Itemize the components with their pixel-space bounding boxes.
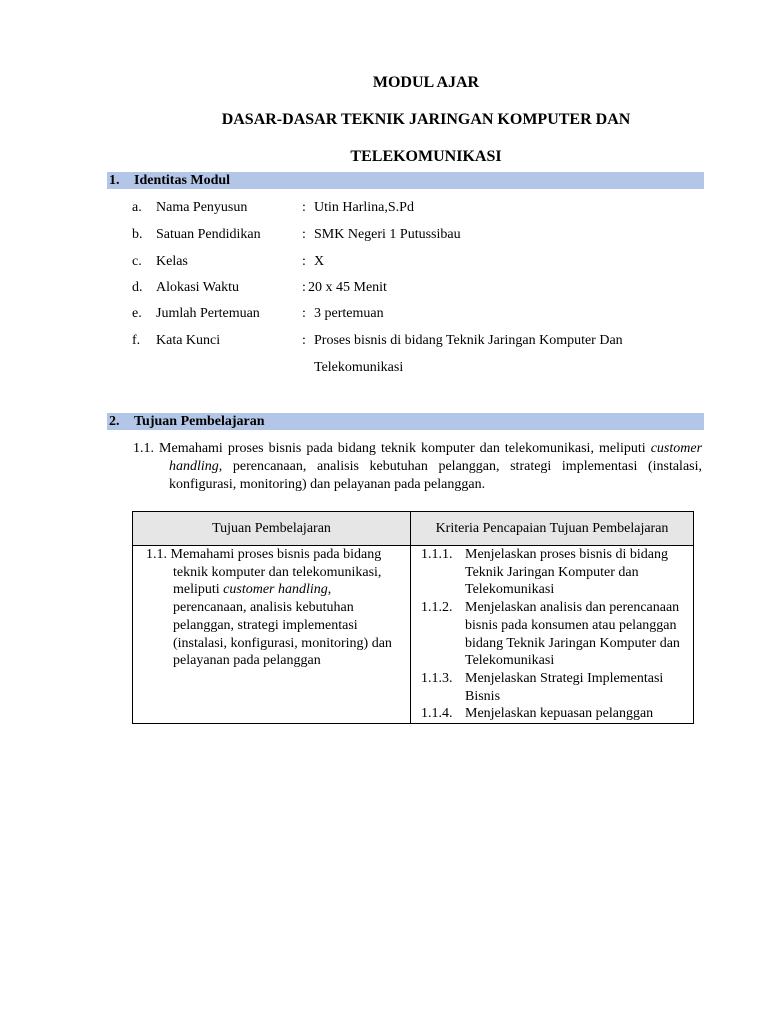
row-colon: : [302, 254, 306, 269]
row-label: Jumlah Pertemuan [156, 306, 260, 321]
learning-goal-paragraph [133, 440, 702, 494]
row-letter: a. [132, 200, 142, 215]
document-title: MODUL AJAR [372, 74, 480, 91]
goal-number: 1.1. [133, 441, 154, 456]
criteria-item [421, 705, 689, 723]
table-cell-tujuan [133, 546, 411, 724]
section-number: 2. [109, 414, 120, 429]
row-letter: f. [132, 333, 141, 348]
criteria-number: 1.1.3. [421, 670, 453, 686]
criteria-number: 1.1.2. [421, 600, 453, 616]
row-label: Kata Kunci [156, 333, 221, 348]
row-label: Nama Penyusun [156, 200, 248, 215]
cell-goal-number: 1.1. [146, 547, 167, 562]
row-value: SMK Negeri 1 Putussibau [314, 227, 461, 242]
row-colon: : [302, 280, 306, 295]
criteria-text: Menjelaskan kepuasan pelanggan [465, 706, 654, 722]
row-letter: e. [132, 306, 142, 321]
table-header-row [133, 512, 694, 546]
row-value: X [314, 254, 325, 269]
criteria-table [132, 511, 694, 724]
cell-goal-italic: customer handling [223, 582, 328, 598]
row-colon: : [302, 306, 306, 321]
criteria-number: 1.1.4. [421, 706, 453, 722]
row-value: Proses bisnis di bidang Teknik Jaringan Komputer Dan [314, 333, 623, 348]
section-heading-identitas [107, 172, 704, 189]
row-letter: c. [132, 254, 142, 269]
table-cell-kriteria [411, 546, 694, 724]
goal-text-rest: , perencanaan, analisis kebutuhan pelanggan, strategi implementasi (instalasi, konfigurasi, monitoring) dan pelayanan pada pelanggan. [169, 459, 702, 492]
row-letter: d. [132, 280, 143, 295]
criteria-text: Menjelaskan Strategi Implementasi Bisnis [465, 670, 664, 704]
goal-text-italic: customer handling [169, 441, 703, 474]
cell-goal-text: Memahami proses bisnis pada bidang teknik komputer dan telekomunikasi, meliputi [170, 547, 382, 598]
row-value: 3 pertemuan [314, 306, 384, 321]
row-colon: : [302, 200, 306, 215]
row-colon: : [302, 333, 306, 348]
criteria-item [421, 599, 689, 670]
criteria-item [421, 670, 689, 705]
document-subtitle-line2: TELEKOMUNIKASI [350, 148, 502, 165]
criteria-text: Menjelaskan analisis dan perencanaan bisnis pada konsumen atau pelanggan bidang Teknik Jaringan Komputer dan Telekomunikasi [465, 600, 680, 669]
criteria-text: Menjelaskan proses bisnis di bidang Teknik Jaringan Komputer dan Telekomunikasi [465, 547, 668, 598]
table-header-tujuan: Tujuan Pembelajaran [133, 512, 411, 546]
row-colon: : [302, 227, 306, 242]
section-title: Tujuan Pembelajaran [134, 414, 265, 429]
goal-text: Memahami proses bisnis pada bidang teknik komputer dan telekomunikasi, meliputi [159, 441, 646, 456]
row-label: Alokasi Waktu [156, 280, 239, 295]
section-title: Identitas Modul [134, 173, 231, 188]
section-number: 1. [109, 173, 120, 188]
row-label: Kelas [156, 254, 188, 269]
criteria-item [421, 546, 689, 599]
cell-goal-rest: , perencanaan, analisis kebutuhan pelanggan, strategi implementasi (instalasi, konfigurasi, monitoring) dan pelayanan pada pelanggan [173, 582, 392, 669]
criteria-number: 1.1.1. [421, 547, 453, 562]
row-label: Satuan Pendidikan [156, 227, 261, 242]
row-letter: b. [132, 227, 143, 242]
row-value: Utin Harlina,S.Pd [314, 200, 414, 215]
document-subtitle-line1: DASAR-DASAR TEKNIK JARINGAN KOMPUTER DAN [221, 111, 631, 128]
row-value: 20 x 45 Menit [308, 280, 387, 295]
row-value-continued: Telekomunikasi [314, 360, 404, 375]
table-header-kriteria: Kriteria Pencapaian Tujuan Pembelajaran [411, 512, 694, 546]
table-row [133, 546, 694, 724]
section-heading-tujuan [107, 413, 704, 430]
